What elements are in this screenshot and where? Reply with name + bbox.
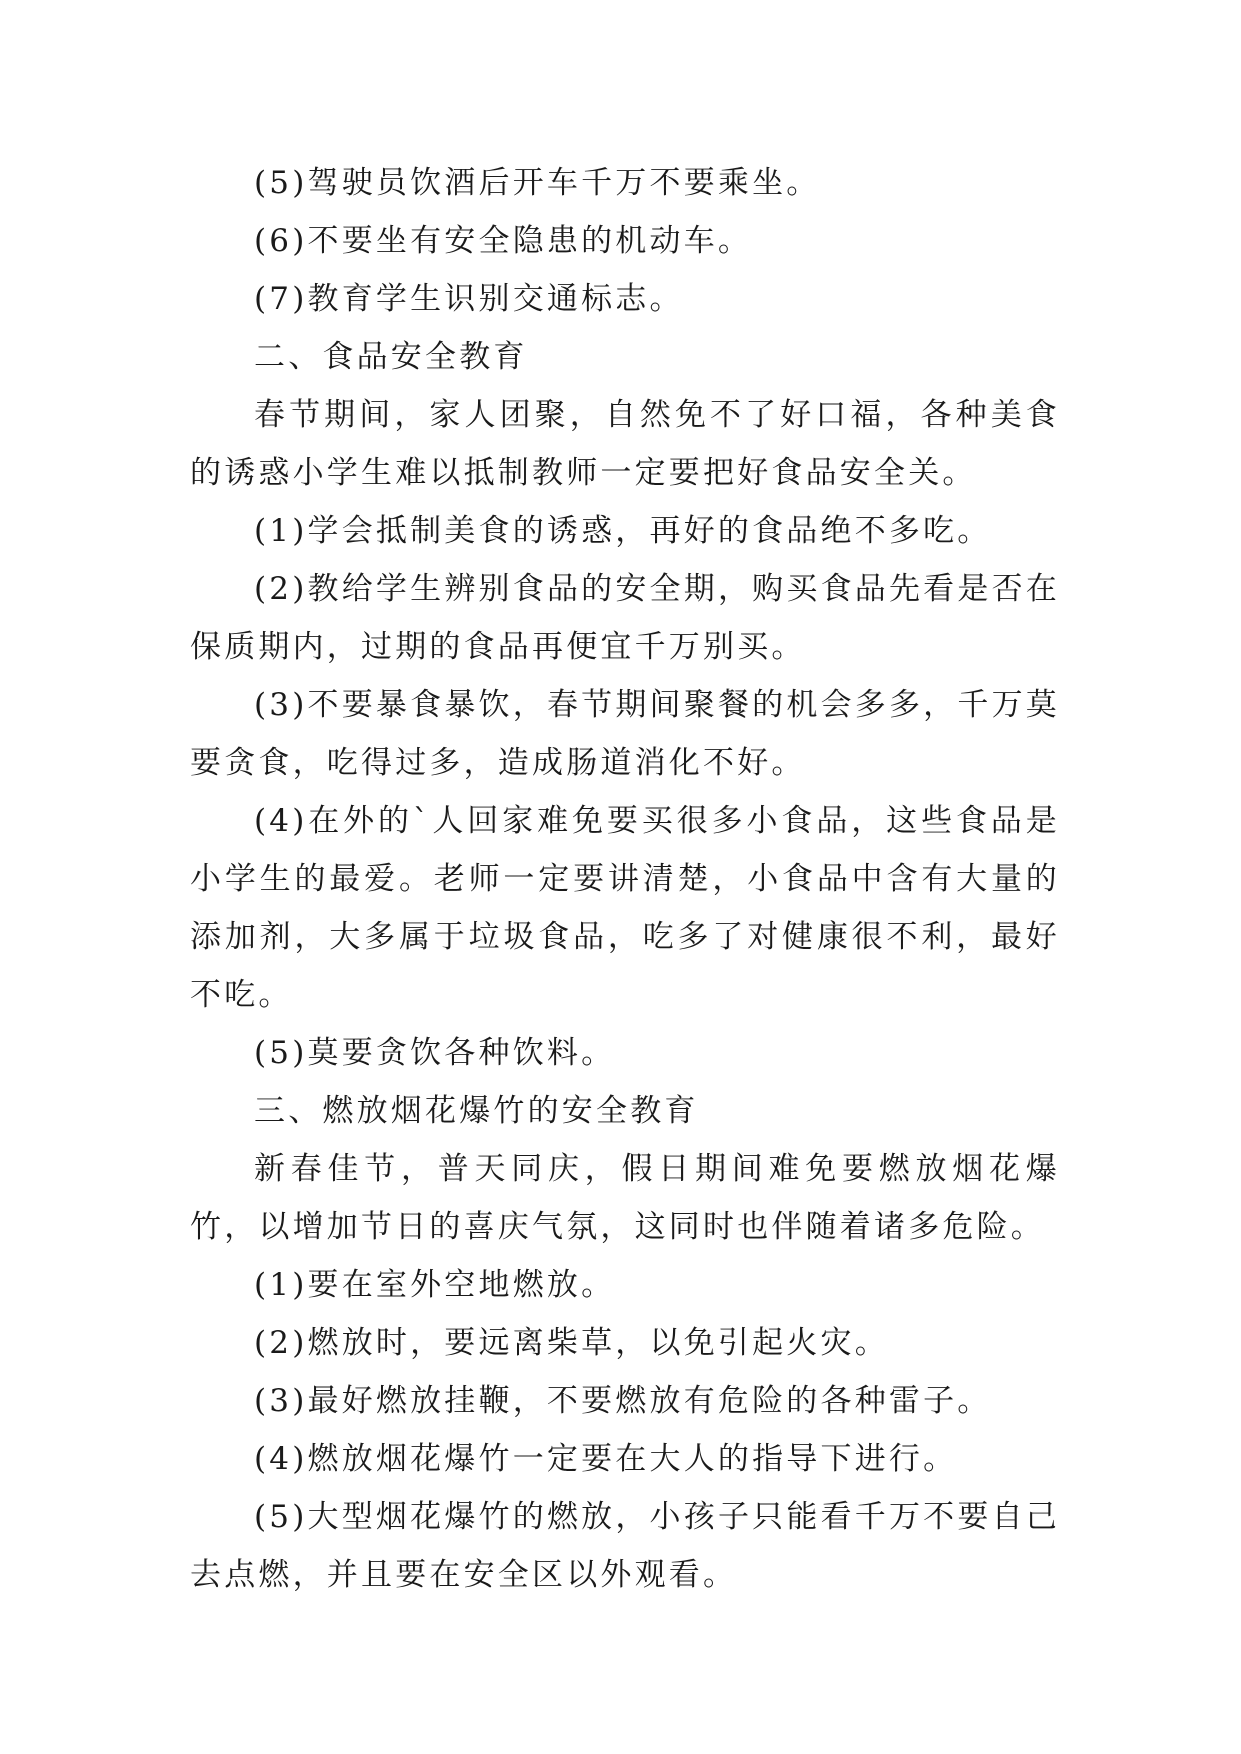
paragraph-food-item-3: (3)不要暴食暴饮，春节期间聚餐的机会多多，千万莫要贪食，吃得过多，造成肠道消化不好。 [190, 687, 1060, 781]
paragraph-food-item-2: (2)教给学生辨别食品的安全期，购买食品先看是否在保质期内，过期的食品再便宜千万别买。 [190, 571, 1060, 665]
paragraph-food-item-5: (5)莫要贪饮各种饮料。 [254, 1035, 616, 1071]
paragraph-traffic-signs: (7)教育学生识别交通标志。 [254, 281, 684, 317]
paragraph-food-intro: 春节期间，家人团聚，自然免不了好口福，各种美食的诱惑小学生难以抵制教师一定要把好食品安全关。 [190, 397, 1060, 491]
paragraph-drunk-driver: (5)驾驶员饮酒后开车千万不要乘坐。 [254, 165, 821, 201]
paragraph-fireworks-item-5: (5)大型烟花爆竹的燃放，小孩子只能看千万不要自己去点燃，并且要在安全区以外观看。 [190, 1499, 1060, 1593]
section-heading-food-safety: 二、食品安全教育 [254, 339, 528, 375]
document-body [190, 154, 1060, 1604]
paragraph-unsafe-vehicle: (6)不要坐有安全隐患的机动车。 [254, 223, 753, 259]
paragraph-fireworks-item-3: (3)最好燃放挂鞭，不要燃放有危险的各种雷子。 [254, 1383, 992, 1419]
paragraph-fireworks-item-2: (2)燃放时，要远离柴草，以免引起火灾。 [254, 1325, 889, 1361]
paragraph-fireworks-item-4: (4)燃放烟花爆竹一定要在大人的指导下进行。 [254, 1441, 958, 1477]
paragraph-fireworks-item-1: (1)要在室外空地燃放。 [254, 1267, 616, 1303]
paragraph-food-item-1: (1)学会抵制美食的诱惑，再好的食品绝不多吃。 [254, 513, 992, 549]
paragraph-food-item-4: (4)在外的`人回家难免要买很多小食品，这些食品是小学生的最爱。老师一定要讲清楚，小食品中含有大量的添加剂，大多属于垃圾食品，吃多了对健康很不利，最好不吃。 [190, 803, 1060, 1013]
section-heading-fireworks-safety: 三、燃放烟花爆竹的安全教育 [254, 1093, 699, 1129]
paragraph-fireworks-intro: 新春佳节，普天同庆，假日期间难免要燃放烟花爆竹，以增加节日的喜庆气氛，这同时也伴随着诸多危险。 [190, 1151, 1060, 1245]
